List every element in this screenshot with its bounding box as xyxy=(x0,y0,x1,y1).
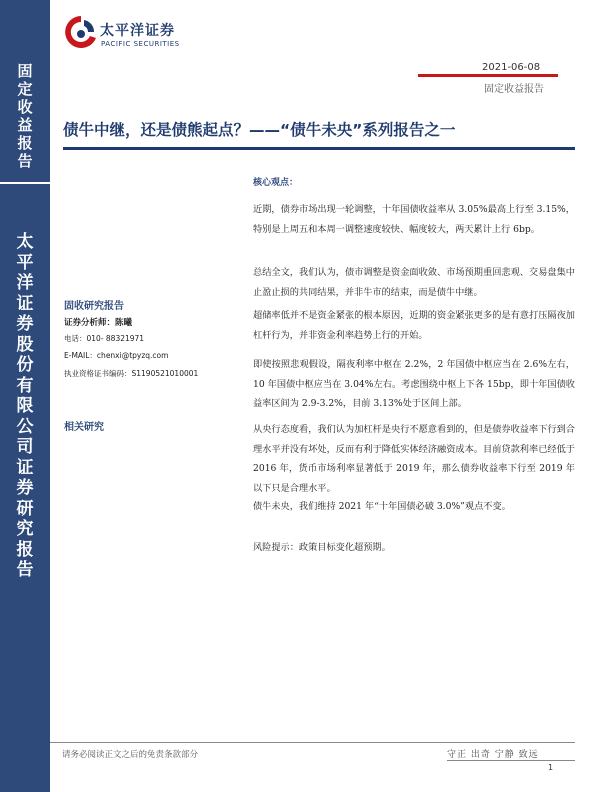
sidebar-char: 究 xyxy=(16,519,34,539)
company-logo xyxy=(64,14,214,56)
core-paragraph: 债牛未央，我们维持 2021 年“十年国债必破 3.0%”观点不变。 xyxy=(253,501,511,512)
sidebar-char: 洋 xyxy=(16,273,34,293)
sidebar-char: 证 xyxy=(16,457,34,478)
risk-warning: 风险提示：政策目标变化超预期。 xyxy=(253,542,391,553)
sidebar-char: 证 xyxy=(16,293,34,314)
analyst-name: 陈曦 xyxy=(115,318,133,328)
analyst-email[interactable]: E-MAIL：chenxi@tpyzq.com xyxy=(64,351,169,360)
sidebar-char: 定 xyxy=(17,80,33,98)
core-paragraph: 从央行态度看，我们认为加杠杆是央行不愿意看到的，但是债券收益率下行到合理水平并没有坏处，反而有利于降低实体经济融资成本。目前贷款利率已经低于 2016 年，货币市场利率显著低于 2019 年，那么债券收益率下行至 2019 年以下只是合理水平。 xyxy=(253,424,575,494)
sidebar-company-label xyxy=(0,232,50,581)
sidebar-char: 公 xyxy=(16,416,34,437)
footer-disclaimer: 请务必阅读正文之后的免责条款部分 xyxy=(62,750,199,760)
page-title: 债牛中继，还是债熊起点？——“债牛未央”系列报告之一 xyxy=(63,121,456,139)
sidebar-char: 告 xyxy=(17,152,33,170)
analyst-line xyxy=(64,316,132,328)
related-research-heading: 相关研究 xyxy=(64,422,104,433)
sidebar-char: 报 xyxy=(17,134,33,152)
logo-chinese-name: 太平洋证券 xyxy=(100,23,175,39)
sidebar xyxy=(0,0,50,792)
sidebar-char: 份 xyxy=(16,355,34,375)
core-viewpoint-heading: 核心观点： xyxy=(253,178,299,188)
sidebar-char: 益 xyxy=(17,116,33,134)
footer-motto-underline xyxy=(447,760,575,761)
report-date: 2021-06-08 xyxy=(482,62,541,73)
sidebar-char: 太 xyxy=(16,232,34,252)
analyst-license: 执业资格证书编码：S1190521010001 xyxy=(64,369,199,378)
sidebar-char: 收 xyxy=(17,98,33,116)
report-type: 固定收益报告 xyxy=(484,84,544,95)
page-number: 1 xyxy=(548,763,554,772)
sidebar-char: 限 xyxy=(16,396,34,416)
sidebar-char: 券 xyxy=(16,314,34,334)
logo-english-name: PACIFIC SECURITIES xyxy=(101,40,180,48)
sidebar-char: 股 xyxy=(16,334,34,355)
core-paragraph: 近期，债券市场出现一轮调整，十年国债收益率从 3.05%最高上行至 3.15%，特别是上周五和本周一调整速度较快、幅度较大，两天累计上行 6bp。 xyxy=(253,204,575,235)
sidebar-char: 研 xyxy=(16,498,34,519)
footer-divider xyxy=(50,742,575,743)
header-accent-line xyxy=(418,74,558,77)
core-paragraph: 即使按照悲观假设，隔夜利率中枢在 2.2%，2 年国债中枢应当在 2.6%左右，10 年国债中枢应当在 3.04%左右。考虑围绕中枢上下各 15bp，即十年国债收益率区间为 2.9-3.2%，目前 3.13%处于区间上部。 xyxy=(253,359,575,409)
core-paragraph: 超储率低并不是资金紧张的根本原因，近期的资金紧张更多的是有意打压隔夜加杠杆行为，并非资金利率趋势上行的开始。 xyxy=(253,310,575,341)
footer-motto: 守正 出奇 宁静 致远 xyxy=(447,750,539,760)
title-divider xyxy=(63,147,575,150)
sidebar-divider xyxy=(0,182,50,184)
analyst-label: 证券分析师： xyxy=(64,318,116,328)
sidebar-char: 有 xyxy=(16,375,34,396)
sidebar-char: 司 xyxy=(16,437,34,457)
sidebar-char: 固 xyxy=(17,62,33,80)
research-heading: 固收研究报告 xyxy=(64,301,124,312)
sidebar-char: 报 xyxy=(16,539,34,560)
sidebar-char: 告 xyxy=(16,560,34,580)
analyst-phone: 电话：010- 88321971 xyxy=(64,334,145,343)
sidebar-char: 券 xyxy=(16,478,34,498)
sidebar-char: 平 xyxy=(16,252,34,273)
core-paragraph: 总结全文，我们认为，债市调整是资金面收敛、市场预期重回悲观、交易盘集中止盈止损的共同结果，并非牛市的结束，而是债牛中继。 xyxy=(253,267,575,298)
sidebar-report-category xyxy=(0,62,50,170)
logo-emblem-icon xyxy=(64,14,98,52)
